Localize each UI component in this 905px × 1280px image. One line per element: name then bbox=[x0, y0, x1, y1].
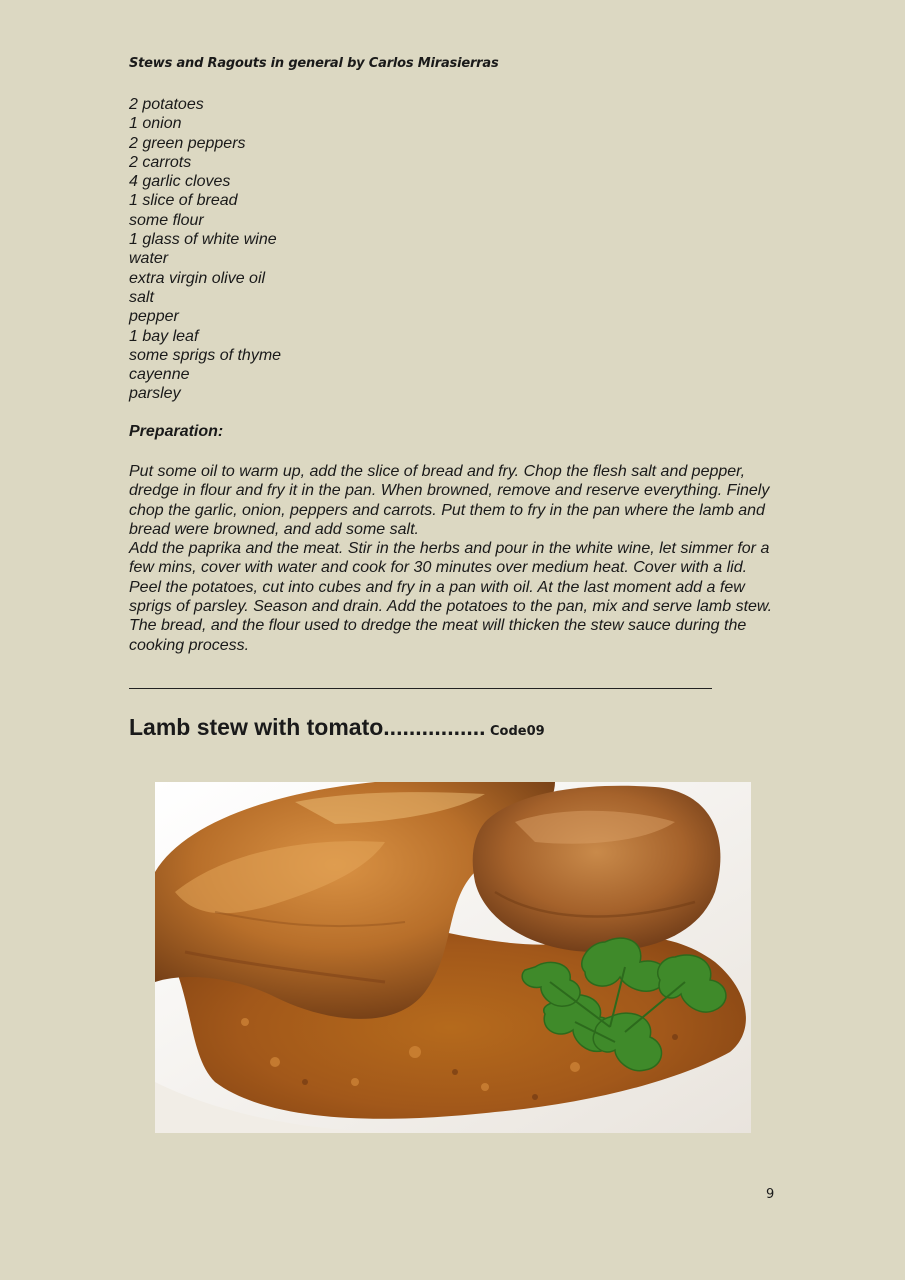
ingredient-item: 2 carrots bbox=[129, 153, 192, 171]
section-divider bbox=[129, 688, 712, 689]
preparation-paragraph: Put some oil to warm up, add the slice of bread and fry. Chop the flesh salt and pepper, dredge in flour and fry it in the pan. When browned, remove and reserve everything. Finely chop the garlic, onion, peppers and carrots. Put them to fry in the pan where the lamb and bread were browned, and add some salt. bbox=[129, 463, 770, 538]
preparation-paragraph: Peel the potatoes, cut into cubes and fry in a pan with oil. At the last moment add a few sprigs of parsley. Season and drain. Add the potatoes to the pan, mix and serve lamb stew. The bread, and the flour used to dredge the meat will thicken the stew sauce during the cooking process. bbox=[129, 578, 773, 654]
recipe-title-text: Lamb stew with tomato bbox=[129, 714, 384, 740]
lamb-stew-photo bbox=[155, 782, 751, 1133]
preparation-heading: Preparation: bbox=[129, 423, 224, 440]
ingredient-item: parsley bbox=[129, 385, 181, 403]
ingredient-list bbox=[129, 95, 281, 404]
ingredient-item: 4 garlic cloves bbox=[129, 173, 231, 191]
ingredient-item: some sprigs of thyme bbox=[129, 346, 282, 364]
preparation-body bbox=[129, 462, 789, 655]
ingredient-item: 2 green peppers bbox=[129, 134, 246, 152]
ingredient-item: pepper bbox=[129, 308, 179, 326]
ingredient-item: water bbox=[129, 250, 169, 268]
lamb-stew-illustration bbox=[155, 782, 751, 1133]
ingredient-item: salt bbox=[129, 288, 154, 306]
running-header: Stews and Ragouts in general by Carlos Mirasierras bbox=[129, 56, 499, 71]
ingredient-item: some flour bbox=[129, 211, 204, 229]
recipe-title bbox=[129, 714, 545, 741]
ingredient-item: 1 onion bbox=[129, 115, 182, 133]
ingredient-item: extra virgin olive oil bbox=[129, 269, 266, 287]
ingredient-item: 1 bay leaf bbox=[129, 327, 199, 345]
ingredient-item: 1 glass of white wine bbox=[129, 231, 277, 249]
ingredient-item: cayenne bbox=[129, 366, 190, 384]
recipe-title-leader: ................ bbox=[383, 714, 486, 740]
recipe-code: Code09 bbox=[490, 724, 545, 739]
preparation-paragraph: Add the paprika and the meat. Stir in the herbs and pour in the white wine, let simmer for a few mins, cover with water and cook for 30 minutes over medium heat. Cover with a lid. bbox=[129, 540, 770, 577]
ingredient-item: 1 slice of bread bbox=[129, 192, 238, 210]
page-number: 9 bbox=[766, 1187, 775, 1202]
ingredient-item: 2 potatoes bbox=[129, 96, 204, 113]
